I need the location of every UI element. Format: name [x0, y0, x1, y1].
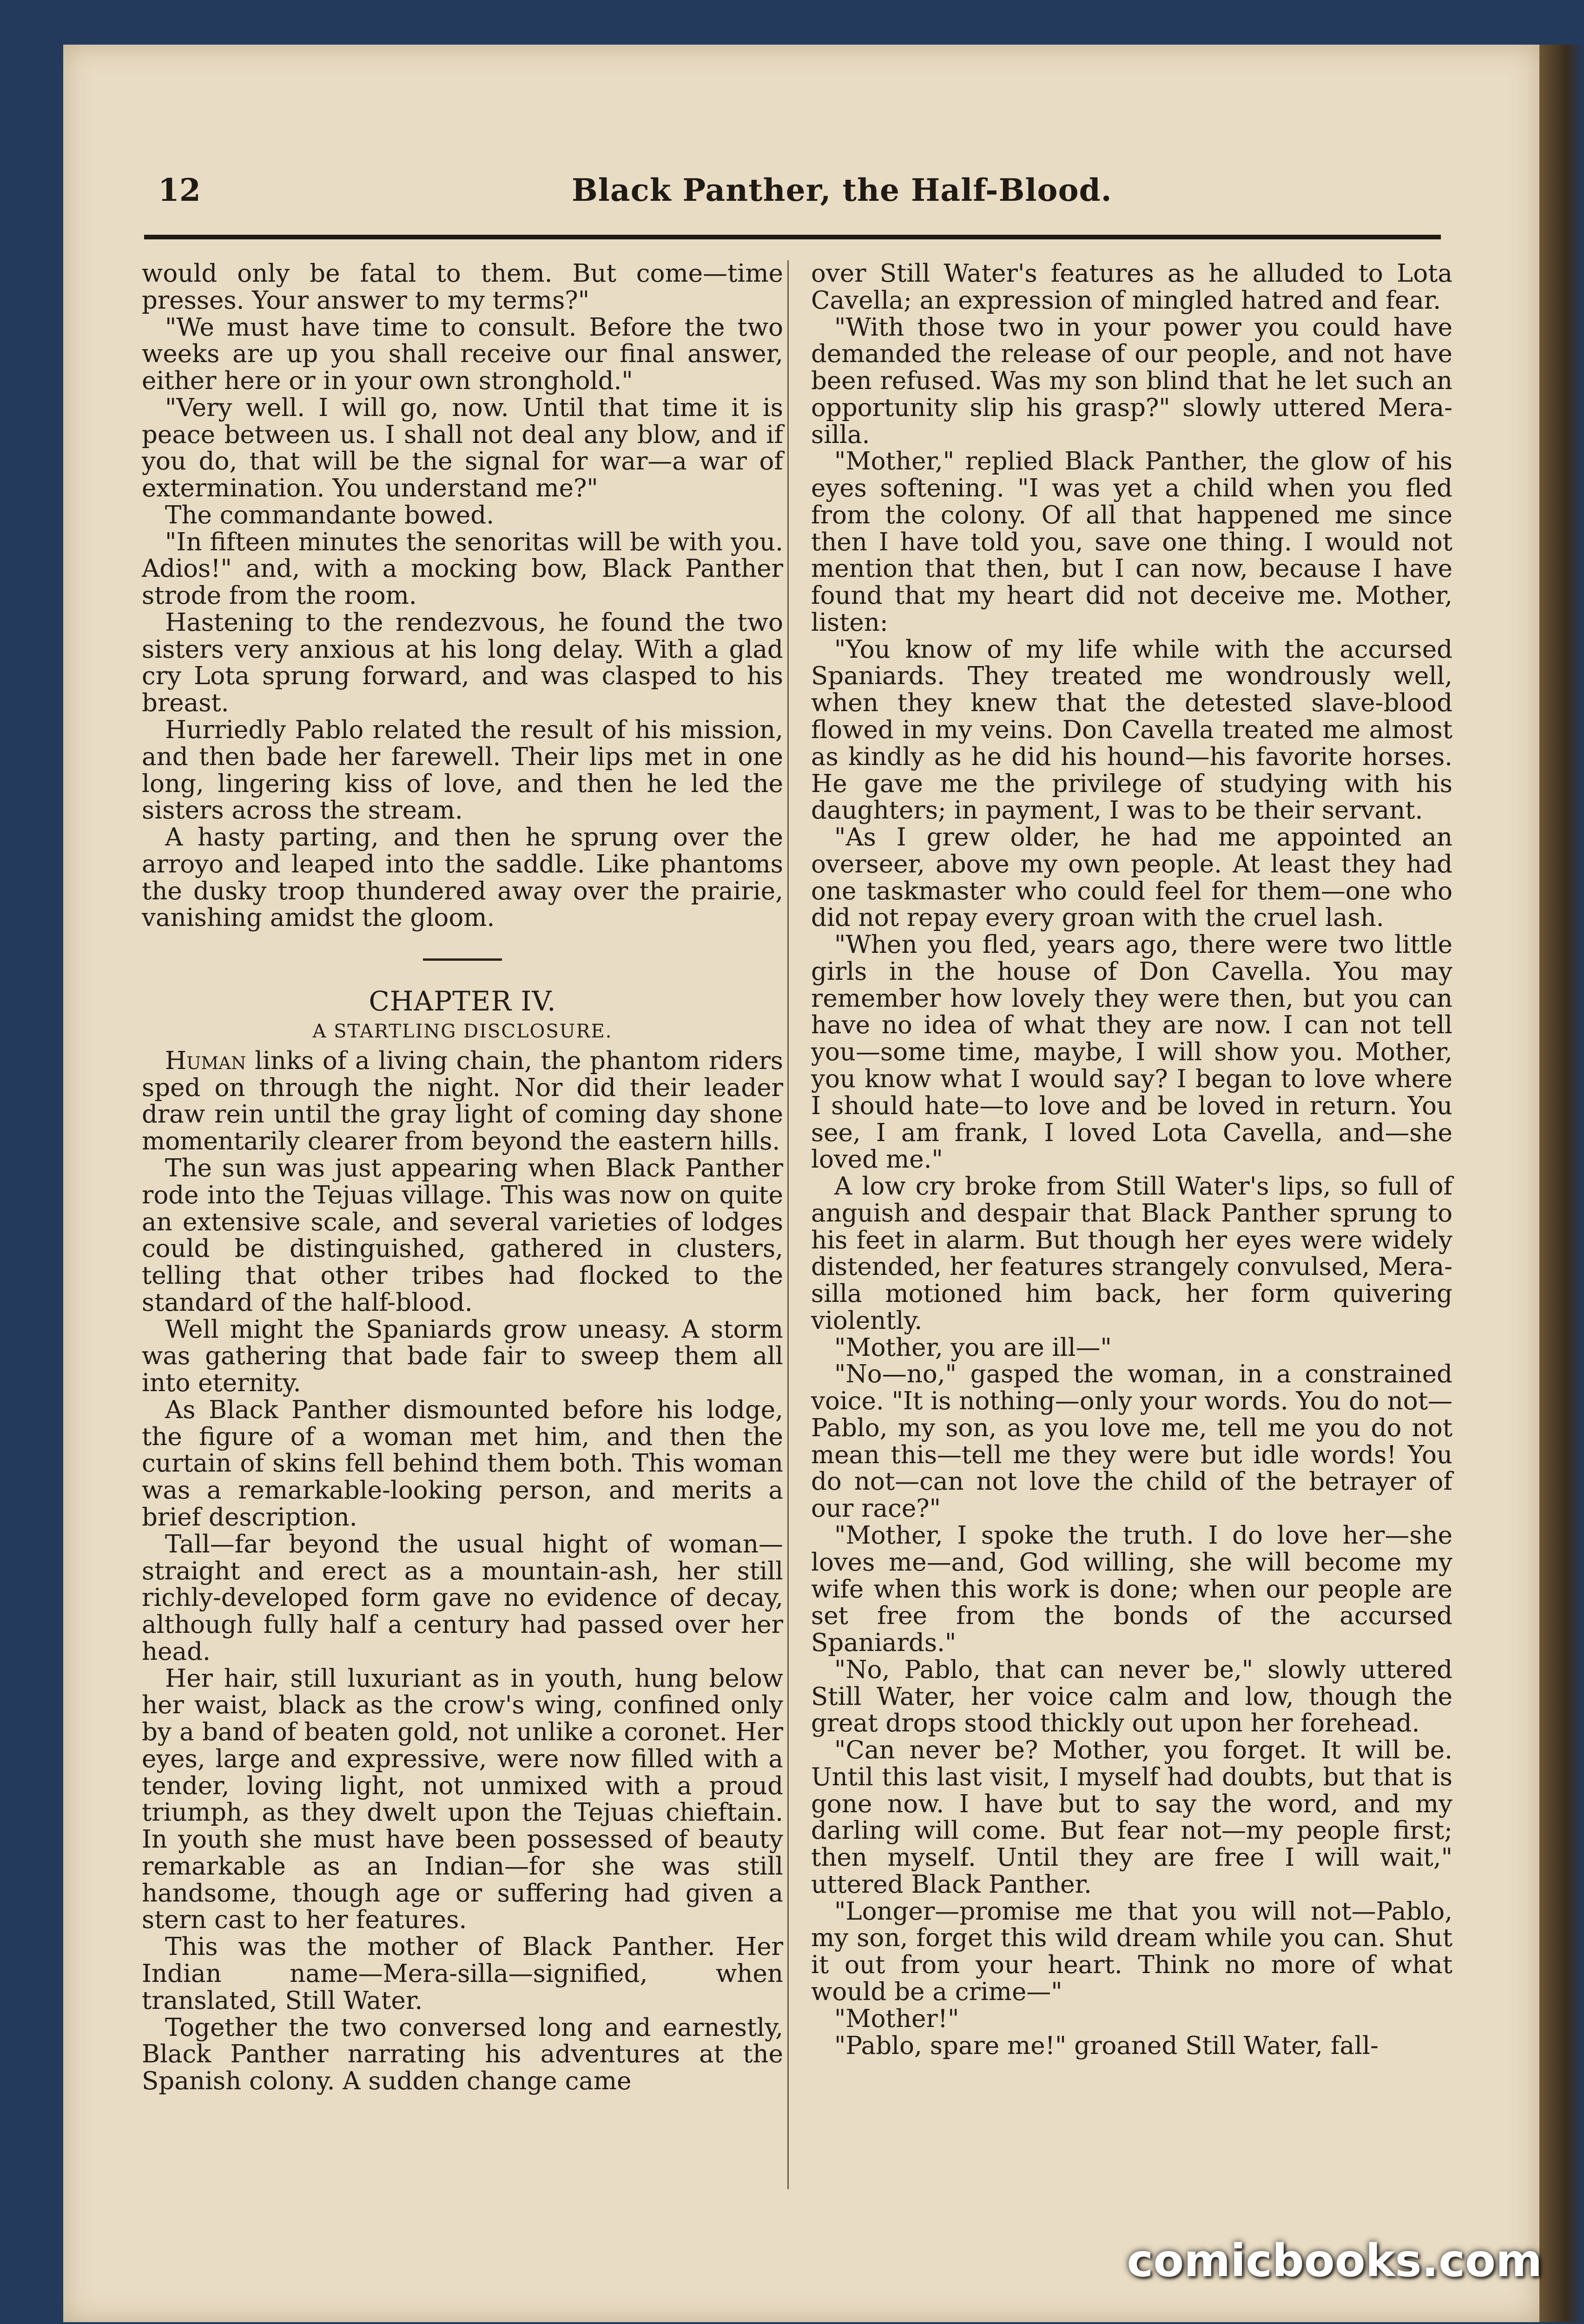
paragraph: "Mother," replied Black Panther, the glow of his eyes softening. "I was yet a child when you fled from the colony. Of all that happened me since then I have told you, save one thing. I would not mention that then, but I can now, because I have found that my heart did not deceive me. Mother, listen: [811, 447, 1452, 637]
page-header [93, 172, 1441, 223]
paragraph: The sun was just appearing when Black Panther rode into the Tejuas village. This was now on quite an extensive scale, and several varieties of lodges could be distinguished, gathered in clusters, telling that other tribes had flocked to the standard of the half-blood. [142, 1154, 783, 1317]
paragraph: Hastening to the rendezvous, he found the two sisters very anxious at his long delay. With a glad cry Lota sprung forward, and was clasped to his breast. [142, 608, 783, 718]
chapter-subtitle: A STARTLING DISCLOSURE. [312, 1021, 613, 1043]
paragraph: "We must have time to consult. Before the two weeks are up you shall receive our final answer, either here or in your own stronghold." [142, 313, 783, 396]
paragraph: "You know of my life while with the accursed Spaniards. They treated me wondrously well, when they knew that the detested slave-blood flowed in my veins. Don Cavella treated me almost as kindly as he did his hound—his favorite horses. He gave me the privilege of studying with his daughters; in payment, I was to be their servant. [811, 635, 1452, 825]
paragraph: "Mother, you are ill—" [834, 1333, 1112, 1362]
paragraph: "No, Pablo, that can never be," slowly uttered Still Water, her voice calm and low, though the great drops stood thickly out upon her forehead. [811, 1655, 1452, 1738]
section-separator [423, 958, 502, 961]
paragraph: "Mother, I spoke the truth. I do love her—she loves me—and, God willing, she will become my wife when this work is done; when our people are set free from the bonds of the accursed Spaniards." [811, 1521, 1452, 1657]
paragraph: "Longer—promise me that you will not—Pablo, my son, forget this wild dream while you can. Shut it out from your heart. Think no more of what would be a crime—" [811, 1897, 1452, 2006]
chapter-opening-paragraph [142, 1048, 783, 1155]
header-rule [144, 235, 1441, 239]
paragraph: "As I grew older, he had me appointed an overseer, above my own people. At least they had one taskmaster who could feel for them—one who did not repay every groan with the cruel lash. [811, 823, 1452, 932]
paragraph: "Mother!" [834, 2004, 959, 2033]
paragraph: Well might the Spaniards grow uneasy. A storm was gathering that bade fair to sweep them all into eternity. [142, 1315, 783, 1398]
drop-word: Human [165, 1046, 246, 1075]
paragraph: "With those two in your power you could have demanded the release of our people, and not have been refused. Was my son blind that he let such an opportunity slip his grasp?" slowly uttered Mera-silla. [811, 313, 1452, 449]
page-number: 12 [158, 172, 201, 208]
opening-text: links of a living chain, the phantom riders sped on through the night. Nor did their leader draw rein until the gray light of coming day shone momentarily clearer from beyond the eastern hills. [142, 1046, 783, 1156]
paragraph: over Still Water's features as he alluded to Lota Cavella; an expression of mingled hatred and fear. [811, 259, 1452, 315]
site-watermark: comicbooks.com [1127, 2235, 1542, 2287]
paragraph: A hasty parting, and then he sprung over the arroyo and leaped into the saddle. Like phantoms the dusky troop thundered away over the prairie, vanishing amidst the gloom. [142, 823, 783, 932]
paragraph: "When you fled, years ago, there were two little girls in the house of Don Cavella. You may remember how lovely they were then, but you can have no idea of what they are now. I can not tell you—some time, maybe, I will show you. Mother, you know what I would say? I began to love where I should hate—to love and be loved in return. You see, I am frank, I loved Lota Cavella, and—she loved me." [811, 931, 1452, 1174]
paragraph: A low cry broke from Still Water's lips, so full of anguish and despair that Black Panther sprung to his feet in alarm. But though her eyes were widely distended, her features strangely convulsed, Mera-silla motioned him back, her form quivering violently. [811, 1172, 1452, 1335]
paragraph: "Pablo, spare me!" groaned Still Water, fall- [834, 2031, 1379, 2060]
paragraph: "No—no," gasped the woman, in a constrained voice. "It is nothing—only your words. You do not— Pablo, my son, as you love me, tell me you do not mean this—tell me they were but idle words! You do not—can not love the child of the betrayer of our race?" [811, 1360, 1452, 1523]
paragraph: would only be fatal to them. But come—time presses. Your answer to my terms?" [142, 259, 783, 315]
paragraph: This was the mother of Black Panther. Her Indian name—Mera-silla—signified, when translated, Still Water. [142, 1933, 783, 2015]
paragraph: "Can never be? Mother, you forget. It will be. Until this last visit, I myself had doubts, but that is gone now. I have but to say the word, and my darling will come. But fear not—my people first; then myself. Until they are free I will wait," uttered Black Panther. [811, 1736, 1452, 1899]
left-column [142, 260, 783, 2095]
paragraph: As Black Panther dismounted before his lodge, the figure of a woman met him, and then the curtain of skins fell behind them both. This woman was a remarkable-looking person, and merits a brief description. [142, 1395, 783, 1532]
paragraph: "In fifteen minutes the senoritas will be with you. Adios!" and, with a mocking bow, Black Panther strode from the room. [142, 528, 783, 610]
paragraph: Together the two conversed long and earnestly, Black Panther narrating his adventures at the Spanish colony. A sudden change came [142, 2013, 783, 2096]
paragraph: Her hair, still luxuriant as in youth, hung below her waist, black as the crow's wing, confined only by a band of beaten gold, not unlike a coronet. Her eyes, large and expressive, were now filled with a tender, loving light, not unmixed with a proud triumph, as they dwelt upon the Tejuas chieftain. In youth she must have been possessed of beauty remarkable as an Indian—for she was still handsome, though age or suffering had given a stern cast to her features. [142, 1664, 783, 1934]
paragraph: Hurriedly Pablo related the result of his mission, and then bade her farewell. Their lips met in one long, lingering kiss of love, and then he led the sisters across the stream. [142, 716, 783, 825]
chapter-title: CHAPTER IV. [369, 985, 556, 1017]
page-spine-shadow [1539, 45, 1584, 2322]
column-divider [787, 260, 789, 2189]
paragraph: Tall—far beyond the usual hight of woman—straight and erect as a mountain-ash, her still richly-developed form gave no evidence of decay, although fully half a century had passed over her head. [142, 1530, 783, 1666]
paragraph: "Very well. I will go, now. Until that time it is peace between us. I shall not deal any blow, and if you do, that will be the signal for war—a war of extermination. You understand me?" [142, 393, 783, 503]
right-column [811, 260, 1452, 2059]
running-title: Black Panther, the Half-Blood. [572, 172, 1112, 208]
paragraph: The commandante bowed. [165, 501, 495, 529]
